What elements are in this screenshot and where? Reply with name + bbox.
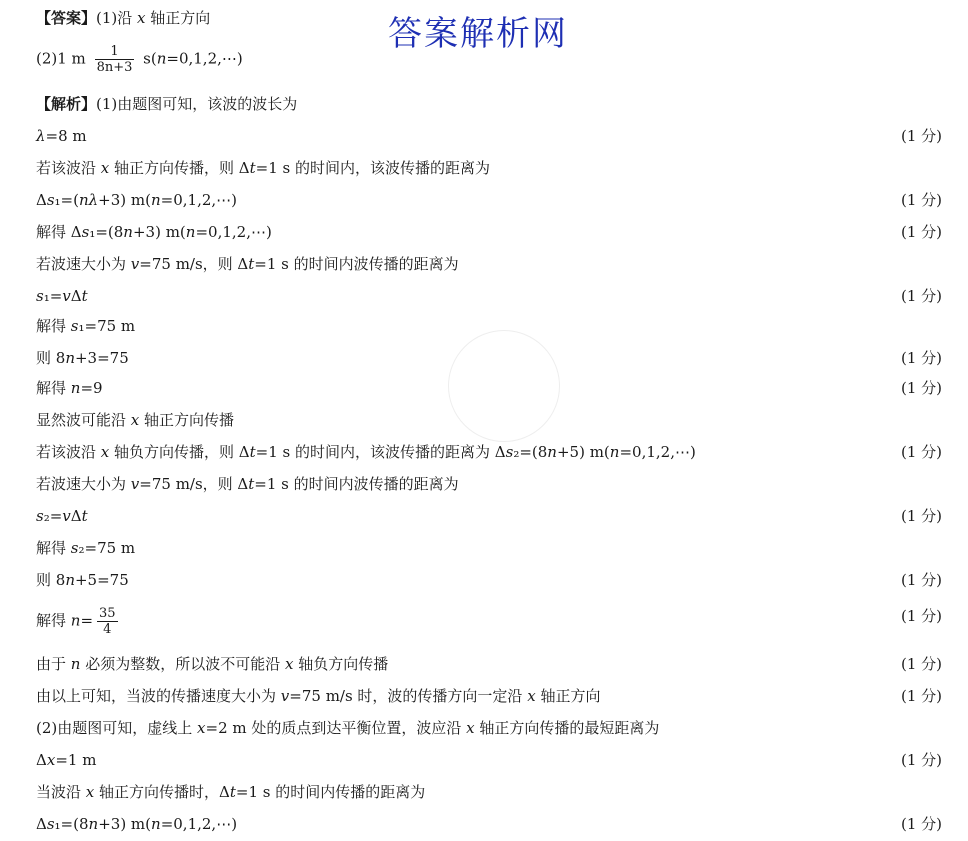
line-text	[36, 538, 135, 558]
section-label: 【答案】	[36, 9, 97, 27]
text-run: x	[527, 687, 536, 705]
text-run: ₂=	[43, 507, 63, 525]
line-text	[36, 8, 210, 28]
line-text	[36, 410, 234, 430]
line-text	[36, 286, 88, 306]
fraction-denominator: 4	[103, 622, 112, 637]
fraction-numerator: 1	[95, 44, 135, 60]
text-run: v	[130, 255, 140, 273]
text-run: nλ	[78, 191, 99, 209]
text-run: 则 8	[36, 349, 66, 367]
text-run: x	[466, 719, 475, 737]
text-run: ₂=75 m	[78, 539, 136, 557]
text-run: =1 s 的时间内传播的距离为	[235, 783, 426, 801]
text-run: n	[123, 223, 133, 241]
text-run: 解得	[36, 611, 71, 630]
line-text	[36, 570, 129, 590]
text-run: v	[62, 507, 71, 525]
line-text	[36, 44, 243, 75]
fraction-numerator: 35	[99, 606, 116, 621]
text-run: n	[547, 443, 557, 461]
text-run: =75 m/s，则 Δ	[139, 475, 249, 493]
text-run: x	[100, 159, 110, 177]
text-run: λ	[36, 127, 46, 145]
score-mark: (1 分)	[900, 815, 942, 833]
text-run: 解得	[36, 317, 71, 335]
text-run: s	[46, 191, 55, 209]
text-run: v	[280, 687, 290, 705]
text-run: =1 s 的时间内，该波传播的距离为 Δ	[255, 443, 506, 461]
text-run: 若波速大小为	[36, 255, 131, 273]
line-text	[36, 506, 88, 526]
text-run: +3) m(	[132, 223, 186, 241]
text-run: 轴正方向	[145, 9, 211, 27]
text-run: n	[88, 815, 99, 833]
text-run: n	[70, 611, 81, 630]
score-mark: (1 分)	[900, 507, 942, 525]
text-run: =9	[80, 379, 103, 397]
text-run: n	[151, 815, 161, 833]
text-run: =0,1,2,⋯)	[195, 223, 272, 241]
text-run: 轴正方向	[535, 687, 601, 705]
text-run: v	[62, 287, 71, 305]
text-run: t	[81, 507, 88, 525]
text-run: Δ	[70, 287, 82, 305]
text-run: (2)由题图可知，虚线上	[36, 719, 198, 737]
text-run: x	[85, 783, 95, 801]
score-mark: (1 分)	[900, 379, 942, 397]
text-run: t	[248, 255, 255, 273]
score-mark: (1 分)	[900, 687, 942, 705]
line-text	[36, 378, 103, 398]
text-run: t	[229, 783, 236, 801]
text-run: +3=75	[74, 349, 129, 367]
line-text	[36, 158, 490, 178]
text-run: ₁=(	[54, 191, 79, 209]
text-run: 轴负方向传播	[293, 655, 389, 673]
fraction-denominator: 8n+3	[96, 60, 133, 75]
line-text	[36, 686, 600, 706]
line-text	[36, 94, 297, 114]
text-run: (1)沿	[96, 9, 138, 27]
text-run: =	[80, 611, 94, 630]
text-run: ₂=(8	[513, 443, 548, 461]
line-text	[36, 750, 96, 770]
text-run: =1 s 的时间内波传播的距离为	[254, 475, 459, 493]
score-mark: (1 分)	[900, 191, 942, 209]
text-run: n	[185, 223, 196, 241]
score-mark: (1 分)	[900, 607, 942, 625]
line-text	[36, 126, 87, 146]
bleed-through-circle	[448, 330, 560, 442]
text-run: t	[81, 287, 88, 305]
text-run: 若波速大小为	[36, 475, 131, 493]
line-text	[36, 442, 696, 462]
text-run: (2)1 m	[36, 49, 91, 68]
text-run: 当波沿	[36, 783, 86, 801]
text-run: ₁=	[43, 287, 63, 305]
score-mark: (1 分)	[900, 223, 942, 241]
text-run: x	[100, 443, 110, 461]
text-run: Δ	[36, 751, 47, 769]
line-text	[36, 316, 135, 336]
text-run: Δ	[36, 191, 47, 209]
text-run: =2 m 处的质点到达平衡位置，波应沿	[205, 719, 467, 737]
text-run: =75 m/s，则 Δ	[139, 255, 249, 273]
text-run: s	[70, 317, 79, 335]
text-run: ₁=(8	[89, 223, 124, 241]
text-run: (1)由题图可知，该波的波长为	[96, 95, 298, 113]
text-run: =0,1,2,⋯)	[619, 443, 696, 461]
text-run: s	[505, 443, 514, 461]
line-text	[36, 474, 459, 494]
text-run: n	[70, 379, 81, 397]
text-run: =0,1,2,⋯)	[160, 815, 238, 833]
text-run: =75 m/s 时，波的传播方向一定沿	[289, 687, 528, 705]
text-run: s	[36, 507, 44, 525]
text-run: n	[65, 349, 75, 367]
text-run: t	[249, 443, 256, 461]
text-run: 解得	[36, 379, 71, 397]
text-run: 若该波沿	[36, 443, 101, 461]
line-text	[36, 190, 237, 210]
line-text	[36, 718, 659, 738]
text-run: v	[130, 475, 140, 493]
line-text	[36, 654, 388, 674]
line-text	[36, 782, 425, 802]
fraction	[95, 44, 135, 75]
text-run: 轴正方向传播的最短距离为	[474, 719, 660, 737]
score-mark: (1 分)	[900, 571, 942, 589]
text-run: 则 8	[36, 571, 66, 589]
text-run: x	[137, 9, 146, 27]
line-text	[36, 606, 122, 637]
text-run: x	[130, 411, 140, 429]
text-run: 由于	[36, 655, 71, 673]
text-run: s	[81, 223, 90, 241]
score-mark: (1 分)	[900, 443, 942, 461]
text-run: s	[46, 815, 55, 833]
text-run: Δ	[70, 507, 82, 525]
text-run: 显然波可能沿	[36, 411, 131, 429]
text-run: 解得 Δ	[36, 223, 82, 241]
text-run: 解得	[36, 539, 71, 557]
text-run: =1 s 的时间内波传播的距离为	[254, 255, 459, 273]
section-label: 【解析】	[36, 95, 97, 113]
text-run: s	[70, 539, 79, 557]
score-mark: (1 分)	[900, 349, 942, 367]
text-run: n	[156, 49, 167, 68]
text-run: ₁=75 m	[78, 317, 136, 335]
text-run: 轴正方向传播时，Δ	[94, 783, 230, 801]
line-text	[36, 222, 272, 242]
text-run: Δ	[36, 815, 47, 833]
text-run: t	[249, 159, 256, 177]
text-run: 轴负方向传播，则 Δ	[109, 443, 250, 461]
text-run: =8 m	[45, 127, 87, 145]
text-run: 必须为整数，所以波不可能沿	[80, 655, 285, 673]
text-run: n	[609, 443, 620, 461]
text-run: =1 m	[55, 751, 97, 769]
text-run: +3) m(	[98, 191, 151, 209]
score-mark: (1 分)	[900, 287, 942, 305]
text-run: =0,1,2,⋯)	[160, 191, 237, 209]
line-text	[36, 254, 459, 274]
text-run: s(	[138, 49, 157, 68]
score-mark: (1 分)	[900, 127, 942, 145]
text-run: s	[36, 287, 44, 305]
fraction	[97, 606, 118, 637]
text-run: 轴正方向传播，则 Δ	[109, 159, 250, 177]
text-run: 轴正方向传播	[139, 411, 235, 429]
text-run: n	[150, 191, 161, 209]
text-run: 由以上可知，当波的传播速度大小为	[36, 687, 281, 705]
text-run: +5=75	[74, 571, 129, 589]
text-run: +5) m(	[556, 443, 610, 461]
text-run: =0,1,2,⋯)	[166, 49, 243, 68]
line-text	[36, 814, 237, 834]
text-run: n	[70, 655, 81, 673]
text-run: n	[65, 571, 75, 589]
text-run: =1 s 的时间内，该波传播的距离为	[255, 159, 491, 177]
text-run: t	[248, 475, 255, 493]
text-run: ₁=(8	[54, 815, 89, 833]
text-run: 若该波沿	[36, 159, 101, 177]
score-mark: (1 分)	[900, 751, 942, 769]
text-run: x	[46, 751, 56, 769]
line-text	[36, 348, 129, 368]
watermark: 答案解析网	[388, 14, 568, 54]
text-run: +3) m(	[98, 815, 152, 833]
score-mark: (1 分)	[900, 655, 942, 673]
text-run: x	[285, 655, 294, 673]
text-run: x	[197, 719, 206, 737]
